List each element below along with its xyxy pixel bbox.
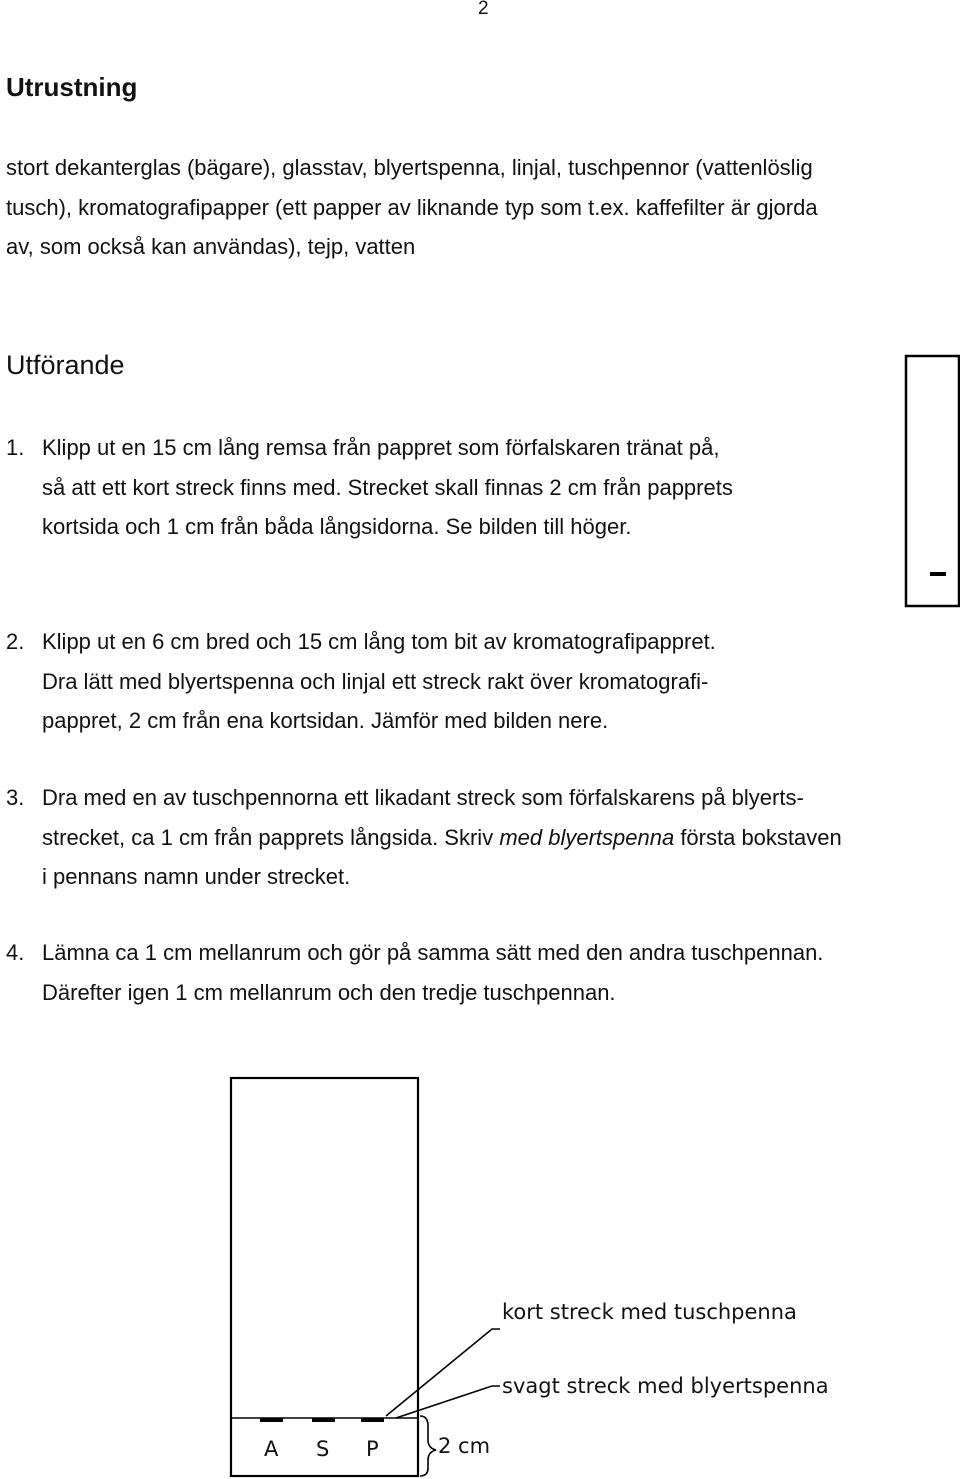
- equipment-line: stort dekanterglas (bägare), glasstav, blyertspenna, linjal, tuschpennor (vattenlöslig: [6, 155, 813, 180]
- distance-label: 2 cm: [438, 1434, 491, 1458]
- step-line: Dra lätt med blyertspenna och linjal ett streck rakt över kromatografi-: [42, 668, 709, 694]
- step-number: 2.: [6, 629, 25, 654]
- strip-illustration: [904, 354, 960, 608]
- step-line: så att ett kort streck finns med. Strecket skall finnas 2 cm från papprets: [42, 474, 733, 500]
- section-heading-procedure: Utförande: [6, 350, 125, 380]
- step-text: [42, 778, 960, 897]
- label-marker-streak: kort streck med tuschpenna: [502, 1300, 797, 1324]
- equipment-paragraph: [6, 148, 956, 267]
- step-line: pappret, 2 cm från ena kortsidan. Jämför med bilden nere.: [42, 708, 609, 733]
- emphasis-text: med blyertspenna: [499, 824, 675, 850]
- step-number: 3.: [6, 785, 25, 810]
- step-line: kortsida och 1 cm från båda långsidorna. Se bilden till höger.: [42, 514, 632, 539]
- step-line: Lämna ca 1 cm mellanrum och gör på samma sätt med den andra tuschpennan.: [42, 940, 824, 965]
- step-line: Dra med en av tuschpennorna ett likadant streck som förfalskarens på blyerts-: [42, 785, 804, 810]
- chromatography-paper-figure: [228, 1076, 728, 1479]
- letter-a: A: [264, 1437, 279, 1461]
- equipment-line: av, som också kan användas), tejp, vatten: [6, 234, 416, 259]
- step-text: [42, 622, 960, 741]
- leader-line-pencil: [396, 1386, 500, 1418]
- letter-s: S: [316, 1437, 330, 1461]
- step-line: Klipp ut en 6 cm bred och 15 cm lång tom bit av kromatografipappret.: [42, 629, 716, 654]
- step-number: 1.: [6, 435, 25, 460]
- page-number: 2: [478, 0, 489, 19]
- step-line-part: strecket, ca 1 cm från papprets långsida. Skriv: [42, 824, 500, 850]
- equipment-line: tusch), kromatografipapper (ett papper av liknande typ som t.ex. kaffefilter är gjorda: [6, 194, 818, 220]
- step-text: [42, 933, 960, 1012]
- step-line: [42, 818, 960, 858]
- letter-p: P: [366, 1437, 379, 1461]
- step-line: Klipp ut en 15 cm lång remsa från pappret som förfalskaren tränat på,: [42, 435, 720, 460]
- step-number: 4.: [6, 940, 25, 965]
- paper-outline: [231, 1078, 418, 1476]
- label-pencil-line: svagt streck med blyertspenna: [502, 1374, 829, 1398]
- step-text: [42, 428, 960, 547]
- section-heading-equipment: Utrustning: [6, 72, 138, 102]
- step-line-part: första bokstaven: [674, 824, 842, 850]
- step-line: Därefter igen 1 cm mellanrum och den tredje tuschpennan.: [42, 979, 616, 1005]
- paper-strip-outline: [906, 356, 959, 606]
- step-line: i pennans namn under strecket.: [42, 864, 351, 889]
- distance-brace: [420, 1416, 436, 1476]
